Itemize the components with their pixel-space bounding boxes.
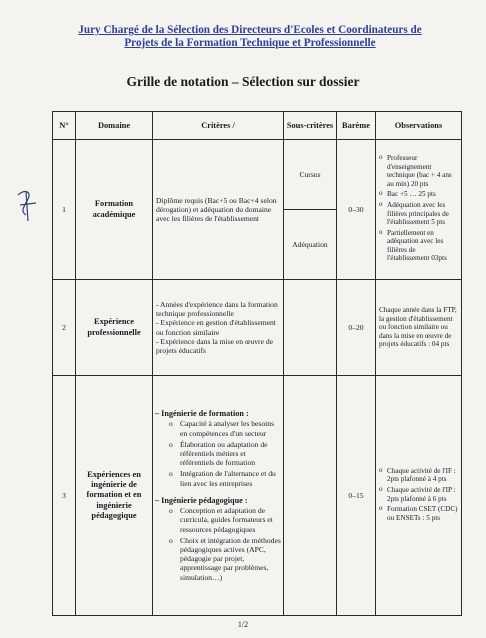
table-row [53,140,462,210]
header-line-1: Jury Chargé de la Sélection des Directeurs d'Ecoles et Coordinateurs de [78,24,422,36]
row-bareme: 0–30 [337,140,376,280]
row-number: 2 [53,280,76,376]
col-header-sous-criteres: Sous-critères [284,112,337,140]
col-header-num: N° [53,112,76,140]
page-number: 1/2 [237,620,249,629]
col-header-observations: Observations [376,112,462,140]
critere-item: o Élaboration ou adaptation de référentiels métiers et référentiels de formation [169,440,281,468]
critere-item: o Capacité à analyser les besoins en compétences d'un secteur [169,419,281,437]
observation-item: o Partiellement en adéquation avec les filières de l'établissement 03pts [379,229,458,263]
critere-item: o Intégration de l'alternance et du lien avec les entreprises [169,469,281,487]
row-critere: Diplôme requis (Bac+5 ou Bac+4 selon dérogation) et adéquation du domaine avec les filières de l'établissement [153,140,284,280]
row-bareme: 0–20 [337,280,376,376]
row-sous-critere [284,376,337,616]
row-domaine: Expérience professionnelle [76,280,153,376]
critere-item: o Choix et intégration de méthodes pédagogiques actives (APC, pédagogie par projet, apprentissage par problèmes, simulation…) [169,536,281,582]
row-sous-critere [284,280,337,376]
col-header-bareme: Barème [337,112,376,140]
row-number: 1 [53,140,76,280]
row-domaine: Formation académique [76,140,153,280]
header-line-2: Projets de la Formation Technique et Professionnelle [124,37,376,49]
observation-item: o Adéquation avec les filières principales de l'établissement 5 pts [379,201,458,227]
sous-critere-adequation: Adéquation [284,210,337,280]
observation-item: o Formation CSET (CDC) ou ENSETs : 5 pts [379,505,458,522]
row-observations [376,140,462,280]
observation-item: o Professeur d'enseignement technique (bac + 4 ans au min) 20 pts [379,154,458,188]
row-observations: Chaque année dans la FTP, la gestion d'établissement ou fonction similaire ou dans la mise en œuvre de projets éducatifs : 04 pts [376,280,462,376]
row-critere: - Années d'expérience dans la formation technique professionnelle - Expérience en gestion d'établissement ou fonction similaire - Expérience dans la mise en œuvre de projets éducatifs [153,280,284,376]
table-row [53,280,462,376]
observation-item: o Chaque activité de l'IP : 2pts plafonné à 6 pts [379,486,458,503]
section-label: Ingénierie de formation : [161,409,249,419]
grading-table [52,111,462,616]
section-label: Ingénierie pédagogique : [161,495,248,505]
document-header [60,24,440,50]
sous-critere-cursus: Cursus [284,140,337,210]
table-row [53,376,462,616]
observation-item: o Chaque activité de l'IF : 2pts plafonné à 4 pts [379,467,458,484]
section-ingenierie-formation: – Ingénierie de formation : [155,409,249,419]
row-critere [153,376,284,616]
col-header-domaine: Domaine [76,112,153,140]
col-header-criteres: Critères / [153,112,284,140]
page-title: Grille de notation – Sélection sur dossier [126,74,360,89]
row-observations [376,376,462,616]
section-ingenierie-pedagogique: – Ingénierie pédagogique : [155,495,248,505]
row-bareme: 0–15 [337,376,376,616]
observation-item: o Bac +5 … 25 pts [379,190,458,199]
row-domaine: Expériences en ingénierie de formation et en ingénierie pédagogique [76,376,153,616]
table-header-row [53,112,462,140]
handwritten-mark-icon [14,185,42,225]
row-number: 3 [53,376,76,616]
critere-item: o Conception et adaptation de curricula, guides formateurs et ressources pédagogiques [169,506,281,534]
